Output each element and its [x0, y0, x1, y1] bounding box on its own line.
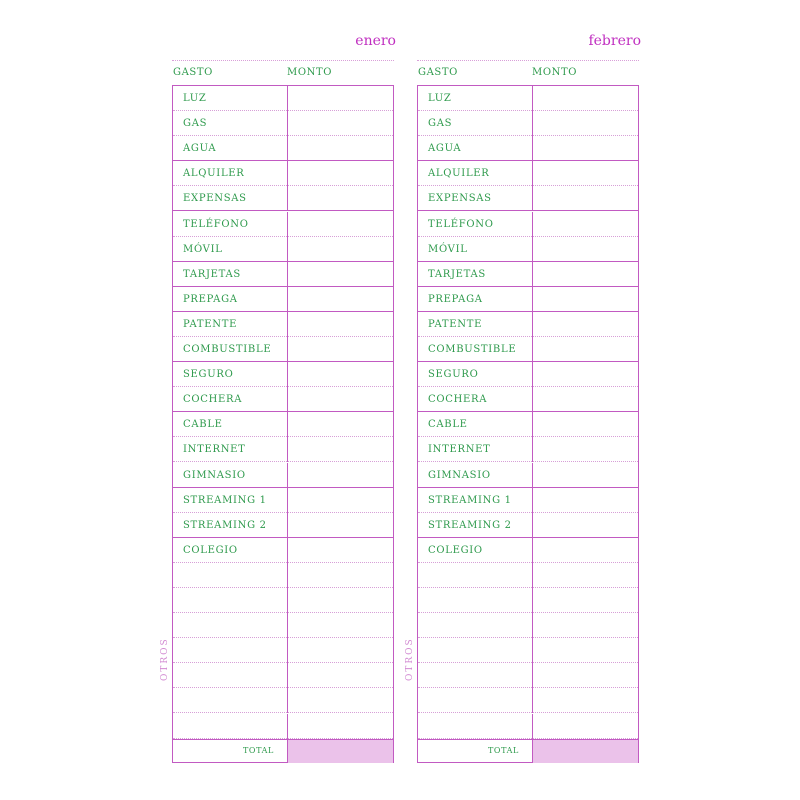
blank-row: [418, 714, 638, 739]
expense-label: TELÉFONO: [183, 218, 249, 230]
expense-label: ALQUILER: [428, 168, 490, 180]
expense-label: MÓVIL: [428, 243, 468, 255]
amount-cell[interactable]: [532, 212, 533, 237]
total-label: TOTAL: [243, 746, 274, 755]
gasto-header: GASTO: [418, 67, 458, 78]
expense-label: GAS: [183, 118, 208, 130]
expense-row: [173, 337, 393, 362]
expense-label: COMBUSTIBLE: [428, 344, 517, 355]
amount-cell[interactable]: [287, 237, 288, 262]
amount-cell[interactable]: [287, 663, 288, 688]
amount-cell[interactable]: [532, 111, 533, 136]
amount-cell[interactable]: [287, 287, 288, 312]
amount-cell[interactable]: [287, 688, 288, 713]
amount-cell[interactable]: [532, 563, 533, 588]
blank-row: [418, 638, 638, 663]
month-title: enero: [355, 33, 396, 49]
expense-label: CABLE: [428, 419, 468, 431]
expense-row: [418, 463, 638, 488]
amount-cell[interactable]: [532, 488, 533, 513]
expense-label: SEGURO: [428, 369, 479, 381]
amount-cell[interactable]: [532, 86, 533, 111]
blank-row: [173, 714, 393, 739]
total-row: [173, 739, 393, 763]
amount-cell[interactable]: [287, 362, 288, 387]
otros-label: OTROS: [405, 637, 415, 681]
expense-row: [418, 111, 638, 136]
amount-cell[interactable]: [287, 613, 288, 638]
amount-cell[interactable]: [532, 638, 533, 663]
expense-label: GIMNASIO: [428, 469, 491, 481]
expense-row: [173, 513, 393, 538]
expense-label: INTERNET: [428, 444, 491, 456]
blank-row: [173, 688, 393, 713]
amount-cell[interactable]: [532, 287, 533, 312]
expense-row: [418, 136, 638, 161]
amount-cell[interactable]: [532, 186, 533, 211]
expense-row: [173, 287, 393, 312]
expense-row: [173, 437, 393, 462]
amount-cell[interactable]: [287, 638, 288, 663]
expense-label: STREAMING 2: [428, 519, 512, 531]
expense-label: SEGURO: [183, 369, 234, 381]
expense-row: [173, 262, 393, 287]
amount-cell[interactable]: [287, 538, 288, 563]
expense-row: [173, 237, 393, 262]
blank-row: [418, 688, 638, 713]
divider: [172, 60, 394, 61]
monto-header: MONTO: [532, 67, 578, 78]
expense-label: STREAMING 2: [183, 519, 267, 531]
amount-cell[interactable]: [532, 387, 533, 412]
total-separator: [532, 740, 533, 763]
expense-row: [173, 488, 393, 513]
blank-row: [173, 563, 393, 588]
amount-cell[interactable]: [287, 714, 288, 739]
expense-label: COMBUSTIBLE: [183, 344, 272, 355]
blank-row: [418, 663, 638, 688]
expense-row: [418, 387, 638, 412]
expense-row: [173, 538, 393, 563]
expense-row: [173, 463, 393, 488]
expense-row: [418, 513, 638, 538]
expense-table: [172, 85, 394, 763]
monto-header: MONTO: [287, 67, 333, 78]
expense-label: COCHERA: [183, 394, 243, 406]
total-amount-cell[interactable]: [533, 740, 638, 763]
amount-cell[interactable]: [287, 262, 288, 287]
expense-row: [418, 538, 638, 563]
amount-cell[interactable]: [532, 714, 533, 739]
expense-row: [173, 186, 393, 211]
expense-label: MÓVIL: [183, 243, 223, 255]
expense-row: [418, 337, 638, 362]
amount-cell[interactable]: [532, 136, 533, 161]
expense-label: INTERNET: [183, 444, 246, 456]
amount-cell[interactable]: [532, 337, 533, 362]
expense-label: EXPENSAS: [428, 193, 492, 205]
expense-row: [418, 262, 638, 287]
blank-row: [173, 663, 393, 688]
expense-row: [173, 312, 393, 337]
amount-cell[interactable]: [532, 362, 533, 387]
amount-cell[interactable]: [532, 538, 533, 563]
expense-label: GAS: [428, 118, 453, 130]
expense-label: STREAMING 1: [428, 494, 512, 506]
amount-cell[interactable]: [287, 588, 288, 613]
expense-label: AGUA: [183, 143, 217, 155]
amount-cell[interactable]: [287, 387, 288, 412]
total-label: TOTAL: [488, 746, 519, 755]
amount-cell[interactable]: [287, 161, 288, 186]
amount-cell[interactable]: [532, 588, 533, 613]
amount-cell[interactable]: [287, 312, 288, 337]
amount-cell[interactable]: [287, 563, 288, 588]
month-title: febrero: [588, 33, 641, 49]
amount-cell[interactable]: [287, 437, 288, 462]
expense-table: [417, 85, 639, 763]
expense-row: [418, 488, 638, 513]
expense-row: [418, 437, 638, 462]
expense-label: ALQUILER: [183, 168, 245, 180]
expense-row: [173, 362, 393, 387]
expense-row: [173, 86, 393, 111]
amount-cell[interactable]: [287, 513, 288, 538]
expense-label: LUZ: [183, 93, 207, 104]
expense-label: TARJETAS: [183, 268, 241, 280]
amount-cell[interactable]: [532, 161, 533, 186]
expense-label: PATENTE: [428, 318, 483, 330]
expense-row: [418, 86, 638, 111]
gasto-header: GASTO: [173, 67, 213, 78]
amount-cell[interactable]: [532, 663, 533, 688]
expense-row: [173, 387, 393, 412]
amount-cell[interactable]: [532, 312, 533, 337]
amount-cell[interactable]: [287, 488, 288, 513]
expense-row: [418, 412, 638, 437]
amount-cell[interactable]: [287, 212, 288, 237]
total-separator: [287, 740, 288, 763]
amount-cell[interactable]: [287, 86, 288, 111]
expense-label: PREPAGA: [183, 293, 238, 305]
expense-label: PREPAGA: [428, 293, 483, 305]
amount-cell[interactable]: [287, 136, 288, 161]
expense-row: [418, 237, 638, 262]
expense-label: LUZ: [428, 93, 452, 104]
amount-cell[interactable]: [532, 437, 533, 462]
expense-label: STREAMING 1: [183, 494, 267, 506]
blank-row: [418, 588, 638, 613]
expense-row: [418, 186, 638, 211]
amount-cell[interactable]: [532, 688, 533, 713]
expense-label: COCHERA: [428, 394, 488, 406]
blank-row: [418, 563, 638, 588]
expense-row: [173, 212, 393, 237]
expense-row: [418, 161, 638, 186]
amount-cell[interactable]: [532, 513, 533, 538]
amount-cell[interactable]: [287, 111, 288, 136]
expense-row: [173, 111, 393, 136]
expense-label: AGUA: [428, 143, 462, 155]
expense-label: GIMNASIO: [183, 469, 246, 481]
expense-label: TARJETAS: [428, 268, 486, 280]
amount-cell[interactable]: [532, 237, 533, 262]
amount-cell[interactable]: [532, 262, 533, 287]
amount-cell[interactable]: [287, 412, 288, 437]
total-row: [418, 739, 638, 763]
blank-row: [173, 613, 393, 638]
expense-row: [173, 161, 393, 186]
expense-row: [173, 412, 393, 437]
blank-row: [173, 588, 393, 613]
total-amount-cell[interactable]: [288, 740, 393, 763]
expense-label: EXPENSAS: [183, 193, 247, 205]
expense-row: [418, 287, 638, 312]
expense-row: [173, 136, 393, 161]
divider: [417, 60, 639, 61]
expense-row: [418, 362, 638, 387]
amount-cell[interactable]: [532, 412, 533, 437]
amount-cell[interactable]: [287, 186, 288, 211]
amount-cell[interactable]: [532, 463, 533, 488]
otros-label: OTROS: [160, 637, 170, 681]
amount-cell[interactable]: [287, 337, 288, 362]
expense-row: [418, 212, 638, 237]
expense-label: PATENTE: [183, 318, 238, 330]
amount-cell[interactable]: [287, 463, 288, 488]
expense-row: [418, 312, 638, 337]
blank-row: [173, 638, 393, 663]
expense-label: COLEGIO: [183, 544, 238, 556]
expense-label: COLEGIO: [428, 544, 483, 556]
amount-cell[interactable]: [532, 613, 533, 638]
blank-row: [418, 613, 638, 638]
expense-label: CABLE: [183, 419, 223, 431]
expense-label: TELÉFONO: [428, 218, 494, 230]
